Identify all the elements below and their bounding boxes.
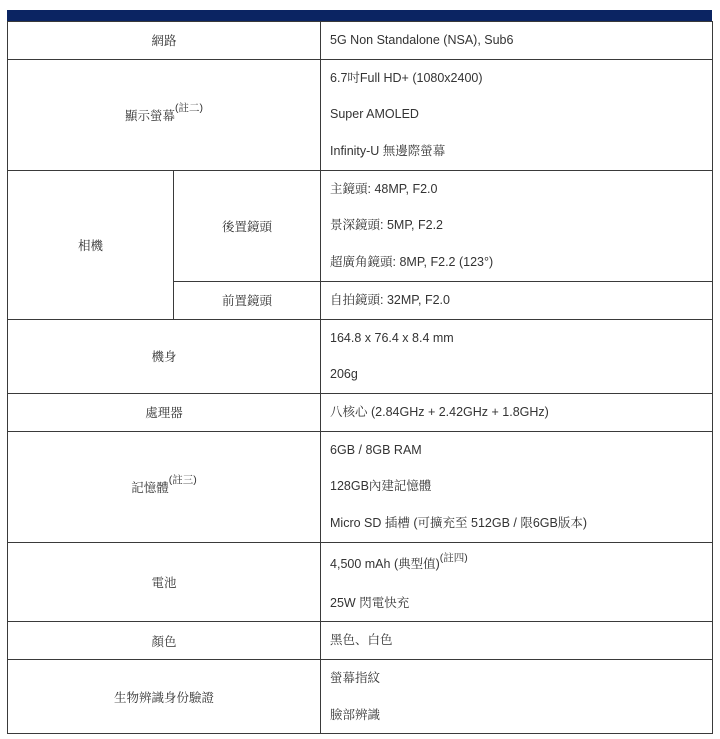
- row-label: 相機: [8, 170, 174, 319]
- value-line: 黑色、白色: [330, 633, 393, 648]
- row-label: [8, 431, 321, 542]
- label-text: 記憶體: [131, 480, 169, 495]
- value-line: 景深鏡頭: 5MP, F2.2: [330, 218, 444, 233]
- sub-label: 後置鏡頭: [174, 170, 321, 281]
- row-value: [321, 319, 713, 393]
- row-label: [8, 59, 321, 170]
- table-row-memory: [8, 431, 713, 542]
- label-text: 顯示螢幕: [125, 108, 176, 123]
- table-row-color: [8, 622, 713, 660]
- value-line: 25W 閃電快充: [330, 595, 410, 610]
- table-header-bar: [7, 10, 712, 21]
- spec-table: [7, 21, 713, 734]
- row-value: [321, 431, 713, 542]
- value-line: 主鏡頭: 48MP, F2.0: [330, 181, 438, 196]
- value-line: 6GB / 8GB RAM: [330, 442, 422, 457]
- value-line: 超廣角鏡頭: 8MP, F2.2 (123°): [330, 255, 494, 270]
- value-line: Infinity-U 無邊際螢幕: [330, 144, 446, 159]
- row-value: [321, 281, 713, 319]
- footnote: (註三): [168, 473, 197, 486]
- value-line: 自拍鏡頭: 32MP, F2.0: [330, 292, 450, 307]
- value-line: 5G Non Standalone (NSA), Sub6: [330, 33, 514, 47]
- value-line: 八核心 (2.84GHz + 2.42GHz + 1.8GHz): [330, 404, 549, 419]
- value-line: 螢幕指紋: [330, 671, 381, 685]
- row-label: 電池: [8, 542, 321, 622]
- table-row-display: [8, 59, 713, 170]
- row-label: 處理器: [8, 393, 321, 431]
- table-row-biometric: [8, 660, 713, 734]
- footnote: (註二): [175, 101, 204, 114]
- value-line: Super AMOLED: [330, 107, 419, 122]
- table-row-cpu: [8, 393, 713, 431]
- row-value: [321, 542, 713, 622]
- row-label: 顏色: [8, 622, 321, 660]
- table-row-camera-rear: [8, 170, 713, 281]
- value-line: [330, 543, 712, 585]
- row-value: [321, 59, 713, 170]
- value-line: 臉部辨識: [330, 707, 381, 722]
- value-line: 206g: [330, 367, 358, 382]
- value-text: 4,500 mAh (典型值): [330, 556, 440, 571]
- table-row-network: [8, 22, 713, 60]
- sub-label: 前置鏡頭: [174, 281, 321, 319]
- row-label: 生物辨識身份驗證: [8, 660, 321, 734]
- value-line: 128GB內建記憶體: [330, 479, 432, 494]
- row-value: [321, 22, 713, 60]
- value-line: 164.8 x 76.4 x 8.4 mm: [330, 330, 454, 345]
- table-row-battery: [8, 542, 713, 622]
- row-label: 機身: [8, 319, 321, 393]
- row-value: [321, 170, 713, 281]
- row-label: 網路: [8, 22, 321, 60]
- row-value: [321, 622, 713, 660]
- value-line: Micro SD 插槽 (可擴充至 512GB / 限6GB版本): [330, 515, 587, 530]
- row-value: [321, 393, 713, 431]
- value-line: 6.7吋Full HD+ (1080x2400): [330, 70, 483, 85]
- table-row-body: [8, 319, 713, 393]
- footnote: (註四): [439, 551, 468, 564]
- row-value: [321, 660, 713, 734]
